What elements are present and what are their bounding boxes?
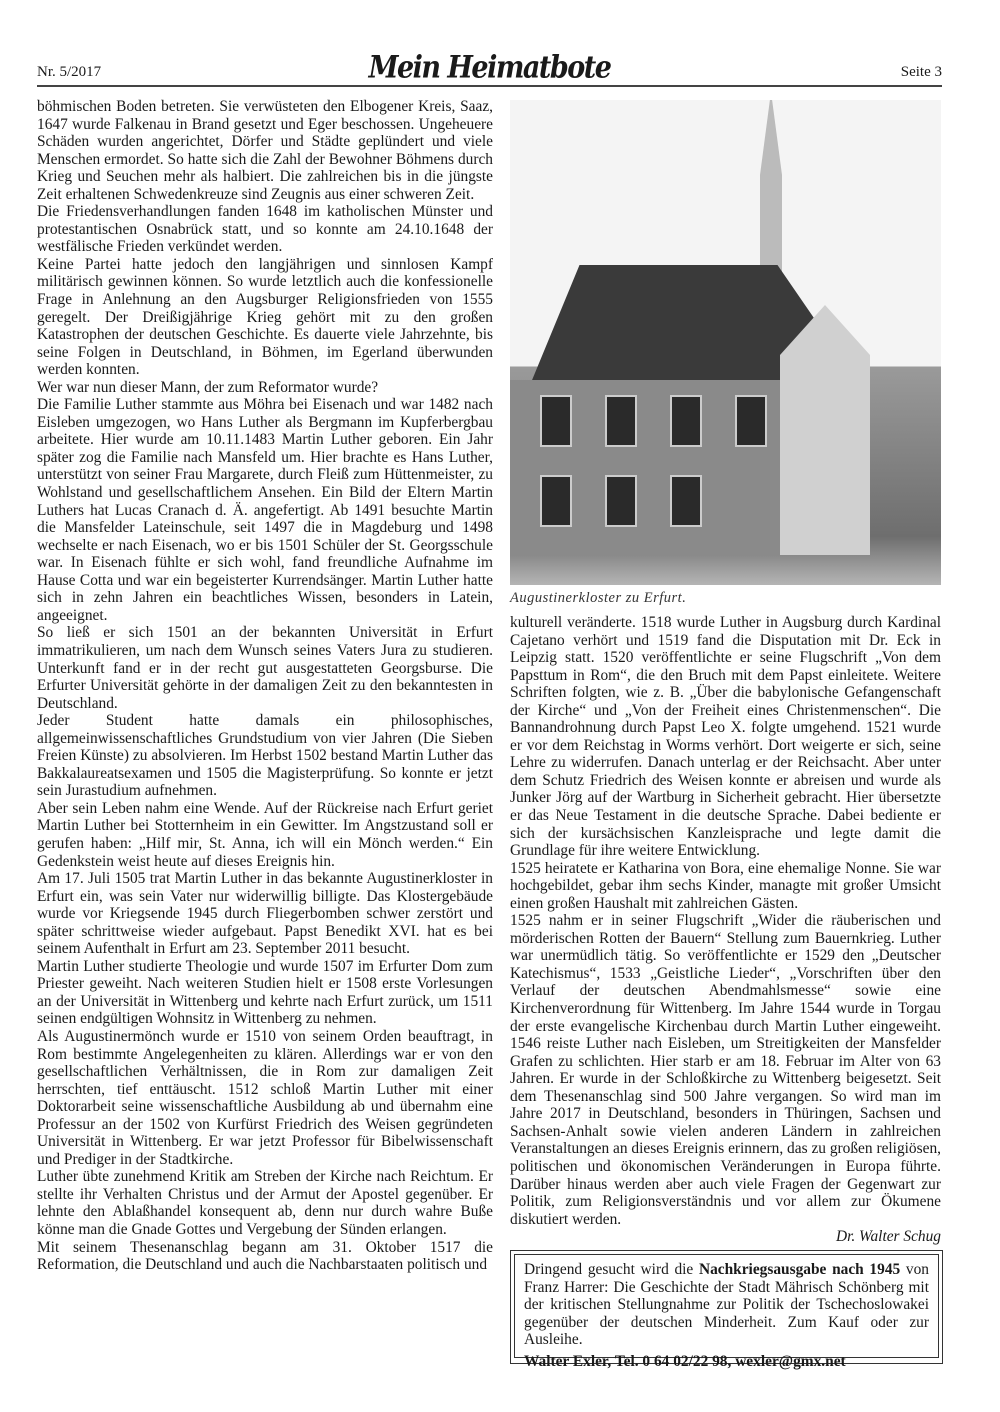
paragraph: kulturell veränderte. 1518 wurde Luther in Augsburg durch Kardinal Cajetano verhört und 1519 fand die Disputation mit Dr. Eck in Leipzig statt. 1520 veröffentlichte er seine Flugschrift „Von dem Papsttum in Rom“, die den Bruch mit dem Papst einleitete. Weitere Schriften folgten, wie z. B. „Über die babylonische Gefangenschaft der Kirche“ und „Von der Freiheit eines Christenmenschen“. Die Bannandrohnung durch Papst Leo X. folgte umgehend. 1521 wurde er vor dem Reichstag in Worms verhört. Dort weigerte er sich, seine Lehre zu widerrufen. Danach unterlag er der Reichsacht. Aber unter dem Schutz Friedrich des Weisen konnte er abreisen und wurde als Junker Jörg auf der Wartburg in Sicherheit gebracht. Hier übersetzte er das Neue Testament in die deutsche Sprache. Dabei bediente er sich der kursächsischen Kanzleisprache und legte damit die Grundlage für ihre weitere Entwicklung. [510,614,941,860]
paragraph: Mit seinem Thesenanschlag begann am 31. Oktober 1517 die Reformation, die Deutschland und auch die Nachbarstaaten politisch und [37,1238,493,1274]
photo-caption: Augustinerkloster zu Erfurt. [510,590,687,606]
photo-augustinerkloster [510,100,941,585]
window [605,395,637,447]
issue-number: Nr. 5/2017 [37,64,102,80]
paragraph: böhmischen Boden betreten. Sie verwüsteten den Elbogener Kreis, Saaz, 1647 wurde Falkenau in Brand gesetzt und Eger beschossen. Ungeheuere Schäden wurden angerichtet, Dörfer und Städte geplündert und viele Menschen ermordet. So hatte sich die Zahl der Bewohner Böhmens durch Krieg und Seuchen mehr als halbiert. Die zahlreichen bis in die jüngste Zeit erhaltenen Schwedenkreuze sind Zeugnis aus einer schweren Zeit. [37,98,493,203]
paragraph: Jeder Student hatte damals ein philosophisches, allgemeinwissenschaftliches Grundstudium von vier Jahren (Die Sieben Freien Künste) zu absolvieren. Im Herbst 1502 bestand Martin Luther das Bakkalaureatsexamen und 1505 die Magisterprüfung. So konnte er jetzt sein Jurastudium aufnehmen. [37,712,493,800]
window [670,395,702,447]
window [670,475,702,527]
window [540,475,572,527]
window [735,395,767,447]
author-signature: Dr. Walter Schug [835,1228,941,1246]
paragraph: Luther übte zunehmend Kritik am Streben der Kirche nach Reichtum. Er stellte ihr Verhalten Christus und der Armut der Apostel gegenüber. Er lehnte den Ablaßhandel konsequent ab, denn nur durch wahre Buße könne man die Gnade Gottes und Vergebung der Sünden erlangen. [37,1168,493,1238]
window [605,475,637,527]
paragraph: Die Familie Luther stammte aus Möhra bei Eisenach und war 1482 nach Eisleben umgezogen, wo Hans Luther als Bergmann im Kupferbergbau arbeitete. Hier wurde am 10.11.1483 Martin Luther geboren. Ein Jahr später zog die Familie nach Mansfeld um. Hier brachte es Hans Luther, unterstützt von seiner Frau Margarete, durch Fleiß zum Hüttenmeister, zu Wohlstand und gesellschaftlichem Ansehen. Ein Bild der Eltern Martin Luthers hat Lucas Cranach d. Ä. angefertigt. Ab 1491 besuchte Martin die Mansfelder Lateinschule, seit 1497 die in Magdeburg und 1498 wechselte er nach Eisenach, wo er bis 1501 Schüler der St. Georgsschule war. In Eisenach fühlte er sich wohl, fand freundliche Aufnahme im Hause Cotta und war ein begeisterter Kurrendsänger. Martin Luther hatte sich in zehn Jahren ein beachtliches Wissen, besonders in Latein, angeeignet. [37,396,493,624]
page-number: Seite 3 [900,64,942,80]
paragraph: So ließ er sich 1501 an der bekannten Universität in Erfurt immatrikulieren, um nach dem Wunsch seines Vaters Jura zu studieren. Unterkunft fand er in der recht gut ausgestatteten Georgsburse. Die Erfurter Universität gehörte in der damaligen Zeit zu den bekanntesten in Deutschland. [37,624,493,712]
masthead-logo: Mein Heimatbote [368,49,611,86]
notice-text: von Franz Harrer: Die Geschichte der Stadt Mährisch Schönberg mit der kritischen Stellungnahme zur Politik der Tschechoslowakei gegenüber der deutschen Minderheit. Zum Kauf oder zur Ausleihe. [524,1261,930,1348]
notice-box [510,1250,943,1370]
notice-intro: Dringend gesucht wird die [524,1261,699,1278]
page-header [37,49,942,87]
building-gable [780,305,870,555]
paragraph: Am 17. Juli 1505 trat Martin Luther in das bekannte Augustinerkloster in Erfurt ein, was sein Vater nur widerwillig billigte. Das Klostergebäude wurde vor Kriegsende 1945 durch Fliegerbomben schwer zerstört und später schrittweise wieder aufgebaut. Papst Benedikt XVI. hat es bei seinem Aufenthalt in Erfurt am 23. September 2011 besucht. [37,870,493,958]
notice-highlight: Nachkriegsausgabe nach 1945 [698,1261,901,1278]
paragraph: 1525 nahm er in seiner Flugschrift „Wider die räuberischen und mörderischen Rotten der Bauern“ Stellung zum Bauernkrieg. Luther war unermüdlich tätig. So veröffentlichte er 1529 den „Deutscher Katechismus“, 1533 „Geistliche Lieder“, „Vorschriften über den Verlauf der deutschen Abendmahlsmesse“ sowie eine Kirchenverordnung für Wittenberg. Im Jahre 1544 wurde in Torgau der erste evangelische Kirchenbau durch Martin Luther eingeweiht. 1546 reiste Luther nach Eisleben, um Streitigkeiten der Mansfelder Grafen zu schlichten. Hier starb er am 18. Februar im Alter von 63 Jahren. Er wurde in der Schloßkirche zu Wittenberg beigesetzt. Seit dem Thesenanschlag sind 500 Jahre vergangen. So wird man im Jahre 2017 in Deutschland, besonders in Thüringen, Sachsen und Sachsen-Anhalt sowie vielen anderen Ländern in zahlreichen Veranstaltungen an dieses Ereignis erinnern, das zu großen religiösen, politischen und ökonomischen Veränderungen in Europa führte. Darüber hinaus werden aber auch viele Fragen der Gegenwart zur Politik, zum Religionsverständnis und vor allem zur Ökumene diskutiert werden. [510,912,941,1228]
notice-contact: Walter Exler, Tel. 0 64 02/22 98, wexler@gmx.net [524,1352,846,1370]
paragraph: Aber sein Leben nahm eine Wende. Auf der Rückreise nach Erfurt geriet Martin Luther bei Stotternheim in ein Gewitter. Im Angstzustand soll er gerufen haben: „Hilf mir, St. Anna, ich will ein Mönch werden.“ Ein Gedenkstein weist heute auf dieses Ereignis hin. [37,799,493,870]
paragraph: Martin Luther studierte Theologie und wurde 1507 im Erfurter Dom zum Priester geweiht. Nach weiteren Studien hielt er 1508 erste Vorlesungen an der Universität in Wittenberg und kehrte nach Erfurt zurück, um 1511 seinen endgültigen Wohnsitz in Wittenberg zu nehmen. [37,957,493,1028]
left-column [37,98,493,1274]
paragraph: 1525 heiratete er Katharina von Bora, eine ehemalige Nonne. Sie war hochgebildet, gebar ihm sechs Kinder, managte mit großer Umsicht einen großen Haushalt mit zahlreichen Gästen. [510,859,941,912]
paragraph: Als Augustinermönch wurde er 1510 von seinem Orden beauftragt, in Rom bestimmte Angelegenheiten zu klären. Allerdings war er von den gesellschaftlichen Verhältnissen, die in Rom zur damaligen Zeit herrschten, tief enttäuscht. 1512 schloß Martin Luther mit einer Doktorarbeit seine wissenschaftliche Ausbildung ab und übernahm eine Professur an der 1502 von Kurfürst Friedrich des Weisen gegründeten Universität in Wittenberg. Er war jetzt Professor für Bibelwissenschaft und Prediger in der Stadtkirche. [37,1027,493,1168]
paragraph: Wer war nun dieser Mann, der zum Reformator wurde? [37,378,379,396]
paragraph: Die Friedensverhandlungen fanden 1648 im katholischen Münster und protestantischen Osnabrück statt, und so konnte am 24.10.1648 der westfälische Frieden verkündet werden. [37,203,493,256]
window [540,395,572,447]
right-column [510,614,941,1246]
paragraph: Keine Partei hatte jedoch den langjährigen und sinnlosen Kampf militärisch gewinnen können. So wurde letztlich auch die konfessionelle Frage in Anlehnung an den Augsburger Religionsfrieden von 1555 geregelt. Der Dreißigjährige Krieg gehört mit zu den großen Katastrophen der deutschen Geschichte. Es dauerte viele Jahrzehnte, bis seine Folgen in Deutschland, in Böhmen, im Egerland überwunden werden konnten. [37,255,493,379]
